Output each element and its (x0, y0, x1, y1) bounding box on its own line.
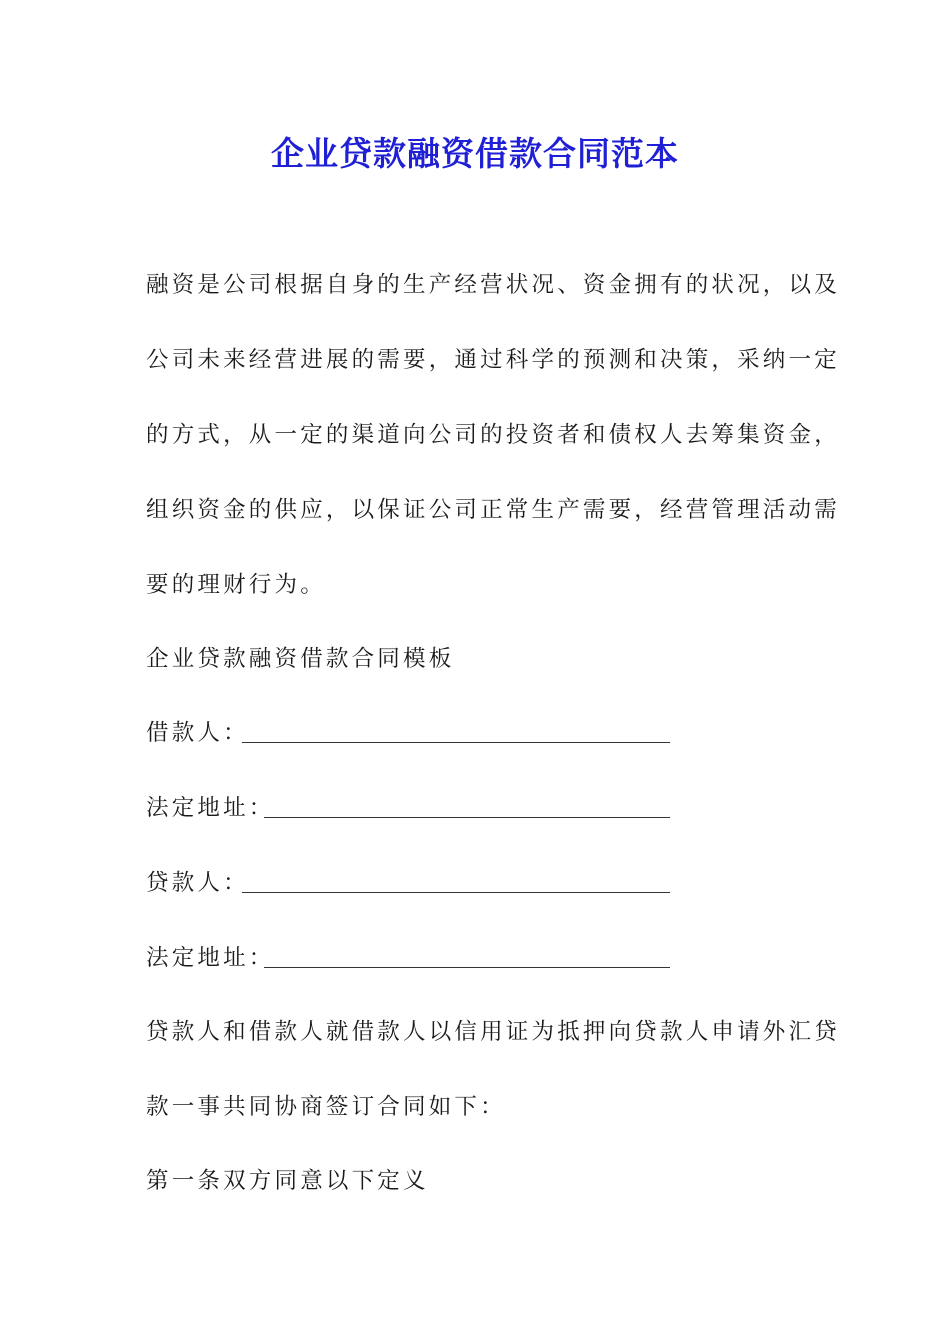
agreement-line-1: 贷款人和借款人就借款人以信用证为抵押向贷款人申请外汇贷 (146, 1019, 840, 1045)
borrower-label: 借款人： (146, 720, 249, 746)
borrower-blank-line[interactable] (242, 742, 670, 743)
article-1-heading: 第一条双方同意以下定义 (146, 1168, 429, 1194)
lender-label: 贷款人： (146, 870, 249, 896)
intro-line-3: 的方式，从一定的渠道向公司的投资者和债权人去筹集资金， (146, 422, 840, 448)
intro-line-5: 要的理财行为。 (146, 572, 326, 598)
document-title: 企业贷款融资借款合同范本 (271, 134, 679, 173)
intro-line-1: 融资是公司根据自身的生产经营状况、资金拥有的状况，以及 (146, 272, 840, 298)
intro-line-2: 公司未来经营进展的需要，通过科学的预测和决策，采纳一定 (146, 347, 840, 373)
intro-line-4: 组织资金的供应，以保证公司正常生产需要，经营管理活动需 (146, 497, 840, 523)
template-heading: 企业贷款融资借款合同模板 (146, 646, 455, 672)
lender-address-blank-line[interactable] (264, 967, 670, 968)
agreement-line-2: 款一事共同协商签订合同如下： (146, 1094, 506, 1120)
lender-address-label: 法定地址： (146, 945, 275, 971)
borrower-address-label: 法定地址： (146, 795, 275, 821)
borrower-address-blank-line[interactable] (264, 817, 670, 818)
lender-blank-line[interactable] (242, 892, 670, 893)
